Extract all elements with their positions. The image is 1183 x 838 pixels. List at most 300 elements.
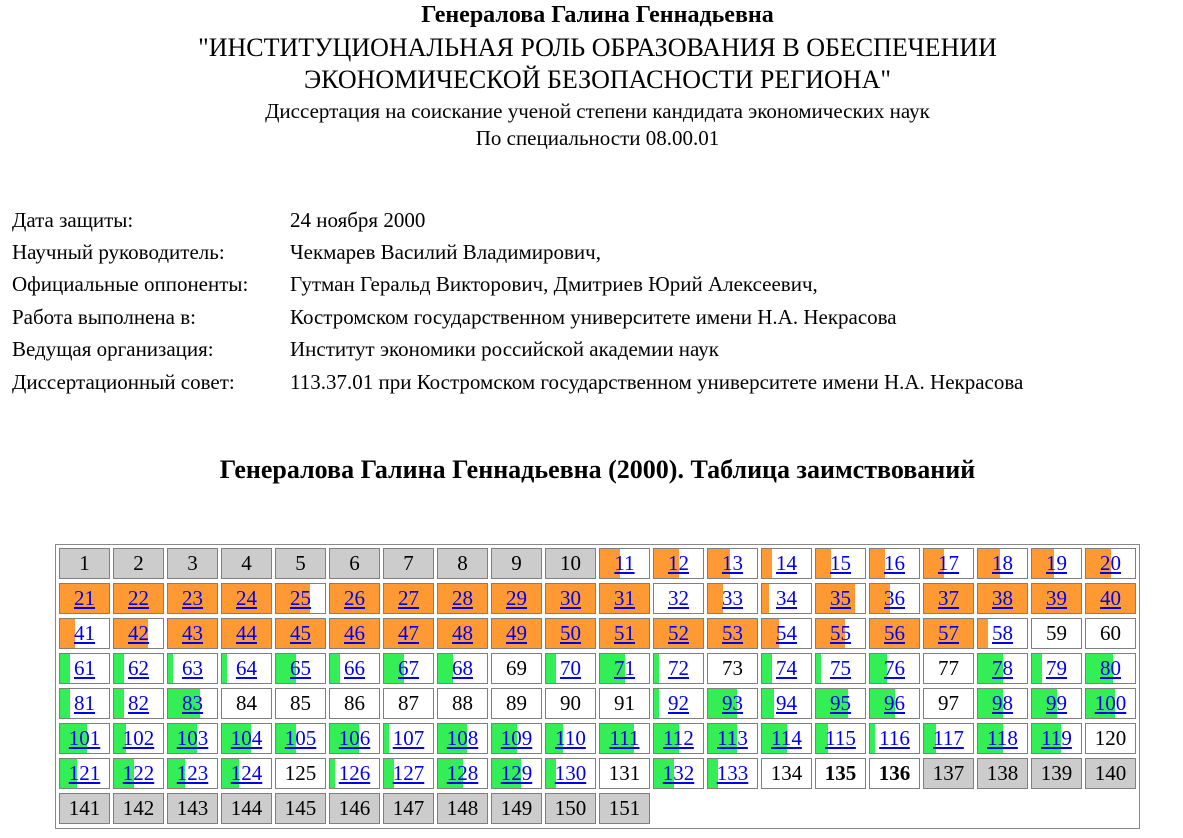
page-number: 73 <box>722 656 743 680</box>
page-link[interactable]: 64 <box>236 656 257 680</box>
page-link[interactable]: 106 <box>338 726 371 750</box>
page-cell-145 <box>275 793 326 824</box>
info-row-institution <box>12 301 1025 333</box>
page-cell-114[interactable] <box>761 723 812 754</box>
page-cell-77 <box>923 653 974 684</box>
page-cell-107[interactable] <box>383 723 434 754</box>
borrowing-share-bar <box>60 619 75 648</box>
page-cell-44[interactable] <box>221 618 272 649</box>
info-label: Дата защиты: <box>12 207 134 232</box>
page-link[interactable]: 44 <box>236 621 257 645</box>
borrowing-share-bar <box>762 549 772 578</box>
page-link[interactable]: 99 <box>1046 691 1067 715</box>
page-cell-51[interactable] <box>599 618 650 649</box>
info-label: Диссертационный совет: <box>12 369 235 394</box>
borrowing-share-bar <box>870 724 875 753</box>
page-cell-125 <box>275 758 326 789</box>
info-label: Ведущая организация: <box>12 337 214 362</box>
page-cell-83[interactable] <box>167 688 218 719</box>
page-cell-150 <box>545 793 596 824</box>
page-cell-31[interactable] <box>599 583 650 614</box>
page-link[interactable]: 62 <box>128 656 149 680</box>
page-cell-86 <box>329 688 380 719</box>
page-link[interactable]: 20 <box>1100 551 1121 575</box>
page-cell-72[interactable] <box>653 653 704 684</box>
page-cell-60 <box>1085 618 1136 649</box>
borrowing-share-bar <box>384 724 389 753</box>
borrowing-share-bar <box>762 654 772 683</box>
page-cell-46[interactable] <box>329 618 380 649</box>
page-link[interactable]: 17 <box>938 551 959 575</box>
page-link[interactable]: 102 <box>122 726 155 750</box>
page-link[interactable]: 40 <box>1100 586 1121 610</box>
page-link[interactable]: 35 <box>830 586 851 610</box>
page-cell-58[interactable] <box>977 618 1028 649</box>
page-number: 1 <box>79 551 90 575</box>
page-number: 136 <box>878 761 911 785</box>
page-cell-93[interactable] <box>707 688 758 719</box>
page-link[interactable]: 74 <box>776 656 797 680</box>
page-cell-112[interactable] <box>653 723 704 754</box>
page-link[interactable]: 107 <box>392 726 425 750</box>
page-link[interactable]: 76 <box>884 656 905 680</box>
page-link[interactable]: 119 <box>1041 726 1072 750</box>
page-link[interactable]: 57 <box>938 621 959 645</box>
page-cell-27[interactable] <box>383 583 434 614</box>
page-link[interactable]: 81 <box>74 691 95 715</box>
page-link[interactable]: 94 <box>776 691 797 715</box>
page-link[interactable]: 21 <box>74 586 95 610</box>
page-cell-48[interactable] <box>437 618 488 649</box>
page-number: 77 <box>938 656 959 680</box>
page-link[interactable]: 32 <box>668 586 689 610</box>
page-number: 9 <box>511 551 522 575</box>
page-cell-104[interactable] <box>221 723 272 754</box>
page-link[interactable]: 41 <box>74 621 95 645</box>
page-link[interactable]: 75 <box>830 656 851 680</box>
page-cell-84 <box>221 688 272 719</box>
page-link[interactable]: 108 <box>446 726 479 750</box>
page-link[interactable]: 12 <box>668 551 689 575</box>
page-cell-23[interactable] <box>167 583 218 614</box>
page-cell-43[interactable] <box>167 618 218 649</box>
page-link[interactable]: 16 <box>884 551 905 575</box>
page-cell-113[interactable] <box>707 723 758 754</box>
page-cell-25[interactable] <box>275 583 326 614</box>
page-link[interactable]: 53 <box>722 621 743 645</box>
page-cell-29[interactable] <box>491 583 542 614</box>
page-cell-78[interactable] <box>977 653 1028 684</box>
page-number: 10 <box>560 551 581 575</box>
page-cell-49[interactable] <box>491 618 542 649</box>
page-link[interactable]: 126 <box>338 761 371 785</box>
page-cell-122[interactable] <box>113 758 164 789</box>
page-cell-75[interactable] <box>815 653 866 684</box>
page-number: 89 <box>506 691 527 715</box>
info-row-leading-org <box>12 334 1025 366</box>
page-cell-62[interactable] <box>113 653 164 684</box>
page-link[interactable]: 27 <box>398 586 419 610</box>
page-cell-20[interactable] <box>1085 548 1136 579</box>
page-cell-30[interactable] <box>545 583 596 614</box>
page-cell-22[interactable] <box>113 583 164 614</box>
page-cell-1 <box>59 548 110 579</box>
page-link[interactable]: 127 <box>392 761 425 785</box>
page-link[interactable]: 58 <box>992 621 1013 645</box>
page-cell-21[interactable] <box>59 583 110 614</box>
info-value: Чекмарев Василий Владимирович, <box>290 240 601 265</box>
page-link[interactable]: 30 <box>560 586 581 610</box>
page-link[interactable]: 124 <box>230 761 263 785</box>
page-link[interactable]: 96 <box>884 691 905 715</box>
page-cell-92[interactable] <box>653 688 704 719</box>
page-link[interactable]: 100 <box>1094 691 1127 715</box>
borrowing-share-bar <box>330 759 335 788</box>
page-number: 88 <box>452 691 473 715</box>
page-link[interactable]: 67 <box>398 656 419 680</box>
page-cell-101[interactable] <box>59 723 110 754</box>
page-cell-38[interactable] <box>977 583 1028 614</box>
page-number: 125 <box>284 761 317 785</box>
page-cell-39[interactable] <box>1031 583 1082 614</box>
page-cell-47[interactable] <box>383 618 434 649</box>
page-link[interactable]: 11 <box>614 551 635 575</box>
page-link[interactable]: 98 <box>992 691 1013 715</box>
page-number: 60 <box>1100 621 1121 645</box>
page-link[interactable]: 52 <box>668 621 689 645</box>
page-link[interactable]: 43 <box>182 621 203 645</box>
page-number: 131 <box>608 761 641 785</box>
page-cell-12[interactable] <box>653 548 704 579</box>
author-name: Генералова Галина Геннадьевна <box>421 2 774 28</box>
info-value: Костромском государственном университете имени Н.А. Некрасова <box>290 304 897 329</box>
page-cell-70[interactable] <box>545 653 596 684</box>
page-link[interactable]: 121 <box>68 761 101 785</box>
page-link[interactable]: 51 <box>614 621 635 645</box>
page-link[interactable]: 42 <box>128 621 149 645</box>
page-link[interactable]: 14 <box>776 551 797 575</box>
borrowing-share-bar <box>114 654 124 683</box>
page-cell-105[interactable] <box>275 723 326 754</box>
borrowing-share-bar <box>168 654 173 683</box>
page-cell-68[interactable] <box>437 653 488 684</box>
page-link[interactable]: 22 <box>128 586 149 610</box>
page-link[interactable]: 37 <box>938 586 959 610</box>
page-cell-55[interactable] <box>815 618 866 649</box>
info-value: Институт экономики российской академии наук <box>290 337 720 362</box>
title-line-2: ЭКОНОМИЧЕСКОЙ БЕЗОПАСНОСТИ РЕГИОНА" <box>304 65 891 94</box>
page-cell-108[interactable] <box>437 723 488 754</box>
specialty-subtitle: По специальности 08.00.01 <box>475 126 720 150</box>
page-cell-94[interactable] <box>761 688 812 719</box>
page-cell-111[interactable] <box>599 723 650 754</box>
page-link[interactable]: 128 <box>446 761 479 785</box>
page-cell-24[interactable] <box>221 583 272 614</box>
page-cell-120 <box>1085 723 1136 754</box>
page-cell-118[interactable] <box>977 723 1028 754</box>
page-cell-115[interactable] <box>815 723 866 754</box>
page-cell-135 <box>815 758 866 789</box>
page-link[interactable]: 68 <box>452 656 473 680</box>
page-cell-121[interactable] <box>59 758 110 789</box>
borrowing-share-bar <box>816 654 821 683</box>
page-link[interactable]: 109 <box>500 726 533 750</box>
borrowing-share-bar <box>708 584 723 613</box>
page-cell-82[interactable] <box>113 688 164 719</box>
page-cell-6 <box>329 548 380 579</box>
page-cell-18[interactable] <box>977 548 1028 579</box>
page-link[interactable]: 38 <box>992 586 1013 610</box>
page-link[interactable]: 112 <box>663 726 694 750</box>
page-link[interactable]: 39 <box>1046 586 1067 610</box>
page-cell-71[interactable] <box>599 653 650 684</box>
page-link[interactable]: 63 <box>182 656 203 680</box>
page-link[interactable]: 95 <box>830 691 851 715</box>
page-cell-69 <box>491 653 542 684</box>
page-cell-33[interactable] <box>707 583 758 614</box>
page-cell-35[interactable] <box>815 583 866 614</box>
page-cell-98[interactable] <box>977 688 1028 719</box>
borrowing-share-bar <box>654 689 659 718</box>
page-cell-17[interactable] <box>923 548 974 579</box>
page-cell-100[interactable] <box>1085 688 1136 719</box>
page-link[interactable]: 61 <box>74 656 95 680</box>
page-link[interactable]: 122 <box>122 761 155 785</box>
page-number: 3 <box>187 551 198 575</box>
page-cell-3 <box>167 548 218 579</box>
page-link[interactable]: 31 <box>614 586 635 610</box>
page-link[interactable]: 132 <box>662 761 695 785</box>
borrowing-share-bar <box>222 654 227 683</box>
borrowing-share-bar <box>762 689 774 718</box>
page-link[interactable]: 15 <box>830 551 851 575</box>
page-link[interactable]: 26 <box>344 586 365 610</box>
page-cell-32[interactable] <box>653 583 704 614</box>
page-cell-128[interactable] <box>437 758 488 789</box>
page-cell-133[interactable] <box>707 758 758 789</box>
page-cell-67[interactable] <box>383 653 434 684</box>
page-cell-19[interactable] <box>1031 548 1082 579</box>
page-cell-90 <box>545 688 596 719</box>
page-cell-54[interactable] <box>761 618 812 649</box>
page-cell-119[interactable] <box>1031 723 1082 754</box>
page-cell-50[interactable] <box>545 618 596 649</box>
page-number: 6 <box>349 551 360 575</box>
page-cell-61[interactable] <box>59 653 110 684</box>
page-cell-136 <box>869 758 920 789</box>
page-link[interactable]: 129 <box>500 761 533 785</box>
page-link[interactable]: 71 <box>614 656 635 680</box>
page-link[interactable]: 113 <box>717 726 748 750</box>
page-link[interactable]: 115 <box>825 726 856 750</box>
page-cell-56[interactable] <box>869 618 920 649</box>
page-link[interactable]: 70 <box>560 656 581 680</box>
page-cell-52[interactable] <box>653 618 704 649</box>
page-number: 90 <box>560 691 581 715</box>
page-link[interactable]: 34 <box>776 586 797 610</box>
page-cell-102[interactable] <box>113 723 164 754</box>
page-cell-110[interactable] <box>545 723 596 754</box>
page-link[interactable]: 25 <box>290 586 311 610</box>
page-cell-143 <box>167 793 218 824</box>
page-cell-126[interactable] <box>329 758 380 789</box>
info-label: Научный руководитель: <box>12 240 225 265</box>
page-link[interactable]: 117 <box>933 726 964 750</box>
page-cell-140 <box>1085 758 1136 789</box>
page-cell-11[interactable] <box>599 548 650 579</box>
page-cell-36[interactable] <box>869 583 920 614</box>
page-cell-2 <box>113 548 164 579</box>
page-link[interactable]: 79 <box>1046 656 1067 680</box>
page-cell-14[interactable] <box>761 548 812 579</box>
page-number: 140 <box>1094 761 1127 785</box>
page-cell-34[interactable] <box>761 583 812 614</box>
page-cell-130[interactable] <box>545 758 596 789</box>
page-link[interactable]: 24 <box>236 586 257 610</box>
page-link[interactable]: 110 <box>555 726 586 750</box>
page-cell-74[interactable] <box>761 653 812 684</box>
page-link[interactable]: 82 <box>128 691 149 715</box>
page-cell-117[interactable] <box>923 723 974 754</box>
page-number: 145 <box>284 796 317 820</box>
page-cell-106[interactable] <box>329 723 380 754</box>
page-cell-81[interactable] <box>59 688 110 719</box>
page-cell-148 <box>437 793 488 824</box>
page-link[interactable]: 56 <box>884 621 905 645</box>
page-link[interactable]: 19 <box>1046 551 1067 575</box>
page-cell-26[interactable] <box>329 583 380 614</box>
page-link[interactable]: 104 <box>230 726 263 750</box>
page-cell-76[interactable] <box>869 653 920 684</box>
page-number: 91 <box>614 691 635 715</box>
page-number: 5 <box>295 551 306 575</box>
page-cell-65[interactable] <box>275 653 326 684</box>
page-link[interactable]: 18 <box>992 551 1013 575</box>
page-cell-40[interactable] <box>1085 583 1136 614</box>
page-cell-42[interactable] <box>113 618 164 649</box>
page-cell-41[interactable] <box>59 618 110 649</box>
page-number: 135 <box>824 761 857 785</box>
page-link[interactable]: 80 <box>1100 656 1121 680</box>
page-cell-53[interactable] <box>707 618 758 649</box>
page-link[interactable]: 83 <box>182 691 203 715</box>
page-cell-16[interactable] <box>869 548 920 579</box>
page-link[interactable]: 50 <box>560 621 581 645</box>
page-cell-123[interactable] <box>167 758 218 789</box>
page-cell-109[interactable] <box>491 723 542 754</box>
page-cell-15[interactable] <box>815 548 866 579</box>
borrowing-share-bar <box>330 654 340 683</box>
page-cell-129[interactable] <box>491 758 542 789</box>
page-cell-66[interactable] <box>329 653 380 684</box>
page-cell-96[interactable] <box>869 688 920 719</box>
page-link[interactable]: 13 <box>722 551 743 575</box>
page-number: 139 <box>1040 761 1073 785</box>
page-link[interactable]: 28 <box>452 586 473 610</box>
page-link[interactable]: 103 <box>176 726 209 750</box>
page-number: 84 <box>236 691 257 715</box>
page-cell-95[interactable] <box>815 688 866 719</box>
page-cell-37[interactable] <box>923 583 974 614</box>
page-cell-13[interactable] <box>707 548 758 579</box>
borrowing-share-bar <box>978 619 988 648</box>
info-label: Официальные оппоненты: <box>12 272 249 297</box>
page-cell-64[interactable] <box>221 653 272 684</box>
page-cell-73 <box>707 653 758 684</box>
page-link[interactable]: 133 <box>716 761 749 785</box>
page-link[interactable]: 55 <box>830 621 851 645</box>
page-number: 97 <box>938 691 959 715</box>
page-link[interactable]: 101 <box>68 726 101 750</box>
page-cell-80[interactable] <box>1085 653 1136 684</box>
page-number: 148 <box>446 796 479 820</box>
page-cell-124[interactable] <box>221 758 272 789</box>
page-link[interactable]: 116 <box>879 726 910 750</box>
page-link[interactable]: 93 <box>722 691 743 715</box>
page-link[interactable]: 66 <box>344 656 365 680</box>
info-row-supervisor <box>12 236 1025 268</box>
page-link[interactable]: 29 <box>506 586 527 610</box>
page-cell-103[interactable] <box>167 723 218 754</box>
page-link[interactable]: 123 <box>176 761 209 785</box>
page-link[interactable]: 114 <box>771 726 802 750</box>
page-link[interactable]: 36 <box>884 586 905 610</box>
page-link[interactable]: 105 <box>284 726 317 750</box>
page-link[interactable]: 48 <box>452 621 473 645</box>
page-link[interactable]: 72 <box>668 656 689 680</box>
page-cell-79[interactable] <box>1031 653 1082 684</box>
page-number: 2 <box>133 551 144 575</box>
page-cell-99[interactable] <box>1031 688 1082 719</box>
info-value: Гутман Геральд Викторович, Дмитриев Юрий Алексеевич, <box>290 272 818 297</box>
page-cell-89 <box>491 688 542 719</box>
page-cell-151 <box>599 793 650 824</box>
page-cell-116[interactable] <box>869 723 920 754</box>
page-number: 85 <box>290 691 311 715</box>
page-link[interactable]: 65 <box>290 656 311 680</box>
page-cell-127[interactable] <box>383 758 434 789</box>
dissertation-title <box>0 32 1183 96</box>
page-link[interactable]: 47 <box>398 621 419 645</box>
page-link[interactable]: 33 <box>722 586 743 610</box>
page-number: 69 <box>506 656 527 680</box>
page-cell-91 <box>599 688 650 719</box>
page-cell-142 <box>113 793 164 824</box>
page-link[interactable]: 46 <box>344 621 365 645</box>
page-cell-63[interactable] <box>167 653 218 684</box>
borrowings-table-title: Генералова Галина Геннадьевна (2000). Таблица заимствований <box>219 455 976 484</box>
page-cell-57[interactable] <box>923 618 974 649</box>
page-cell-59 <box>1031 618 1082 649</box>
page-link[interactable]: 118 <box>987 726 1018 750</box>
page-link[interactable]: 54 <box>776 621 797 645</box>
page-link[interactable]: 111 <box>609 726 640 750</box>
page-cell-132[interactable] <box>653 758 704 789</box>
page-cell-85 <box>275 688 326 719</box>
page-link[interactable]: 49 <box>506 621 527 645</box>
page-number: 144 <box>230 796 263 820</box>
page-link[interactable]: 45 <box>290 621 311 645</box>
page-number: 146 <box>338 796 371 820</box>
page-cell-45[interactable] <box>275 618 326 649</box>
page-link[interactable]: 130 <box>554 761 587 785</box>
page-cell-146 <box>329 793 380 824</box>
page-link[interactable]: 78 <box>992 656 1013 680</box>
page-number: 4 <box>241 551 252 575</box>
page-cell-28[interactable] <box>437 583 488 614</box>
page-link[interactable]: 92 <box>668 691 689 715</box>
page-link[interactable]: 23 <box>182 586 203 610</box>
